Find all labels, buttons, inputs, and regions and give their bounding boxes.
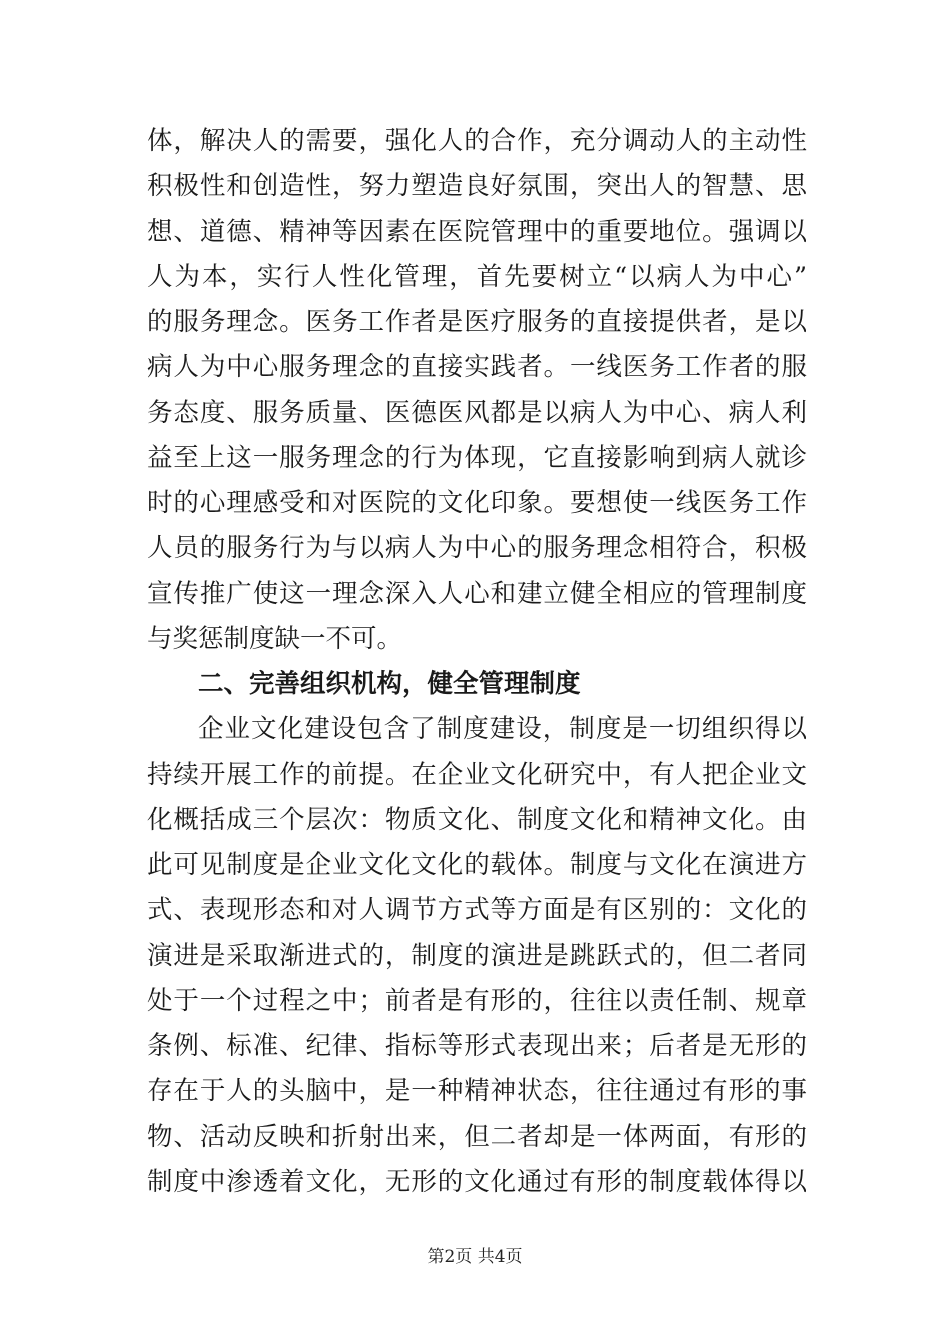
paragraph-2 [147, 707, 807, 1205]
text-line: 想、道德、精神等因素在医院管理中的重要地位。强调以 [147, 216, 807, 247]
text-line: 化概括成三个层次：物质文化、制度文化和精神文化。由 [147, 804, 807, 835]
text-line: 存在于人的头脑中，是一种精神状态，往往通过有形的事 [147, 1076, 807, 1107]
text-line: 演进是采取渐进式的，制度的演进是跳跃式的，但二者同 [147, 940, 807, 971]
text-line: 此可见制度是企业文化文化的载体。制度与文化在演进方 [147, 850, 807, 880]
text-line: 条例、标准、纪律、指标等形式表现出来；后者是无形的 [147, 1031, 807, 1061]
text-line: 时的心理感受和对医院的文化印象。要想使一线医务工作 [147, 488, 807, 518]
text-line: 体，解决人的需要，强化人的合作，充分调动人的主动性 [147, 126, 807, 156]
text-line: 益至上这一服务理念的行为体现，它直接影响到病人就诊 [147, 442, 807, 473]
text-line: 与奖惩制度缺一不可。 [147, 623, 403, 654]
text-line: 病人为中心服务理念的直接实践者。一线医务工作者的服 [147, 352, 807, 383]
text-line: 人为本，实行人性化管理，首先要树立“以病人为中心” [147, 261, 807, 292]
text-line: 处于一个过程之中；前者是有形的，往往以责任制、规章 [147, 985, 807, 1016]
page-body [147, 119, 807, 1205]
text-line: 式、表现形态和对人调节方式等方面是有区别的：文化的 [147, 895, 807, 926]
text-line: 的服务理念。医务工作者是医疗服务的直接提供者，是以 [147, 307, 807, 337]
text-line: 物、活动反映和折射出来，但二者却是一体两面，有形的 [147, 1121, 807, 1152]
text-line: 持续开展工作的前提。在企业文化研究中，有人把企业文 [147, 759, 807, 790]
text-line: 企业文化建设包含了制度建设，制度是一切组织得以 [198, 714, 807, 745]
text-line: 宣传推广使这一理念深入人心和建立健全相应的管理制度 [147, 578, 807, 609]
text-line: 制度中渗透着文化，无形的文化通过有形的制度载体得以 [147, 1166, 807, 1197]
section-heading: 二、完善组织机构，健全管理制度 [198, 669, 581, 699]
page-number-footer: 第2页 共4页 [427, 1247, 523, 1267]
text-line: 积极性和创造性，努力塑造良好氛围，突出人的智慧、思 [147, 171, 807, 202]
text-line: 务态度、服务质量、医德医风都是以病人为中心、病人利 [147, 397, 807, 428]
text-line: 人员的服务行为与以病人为中心的服务理念相符合，积极 [147, 533, 807, 564]
paragraph-1 [147, 119, 807, 662]
